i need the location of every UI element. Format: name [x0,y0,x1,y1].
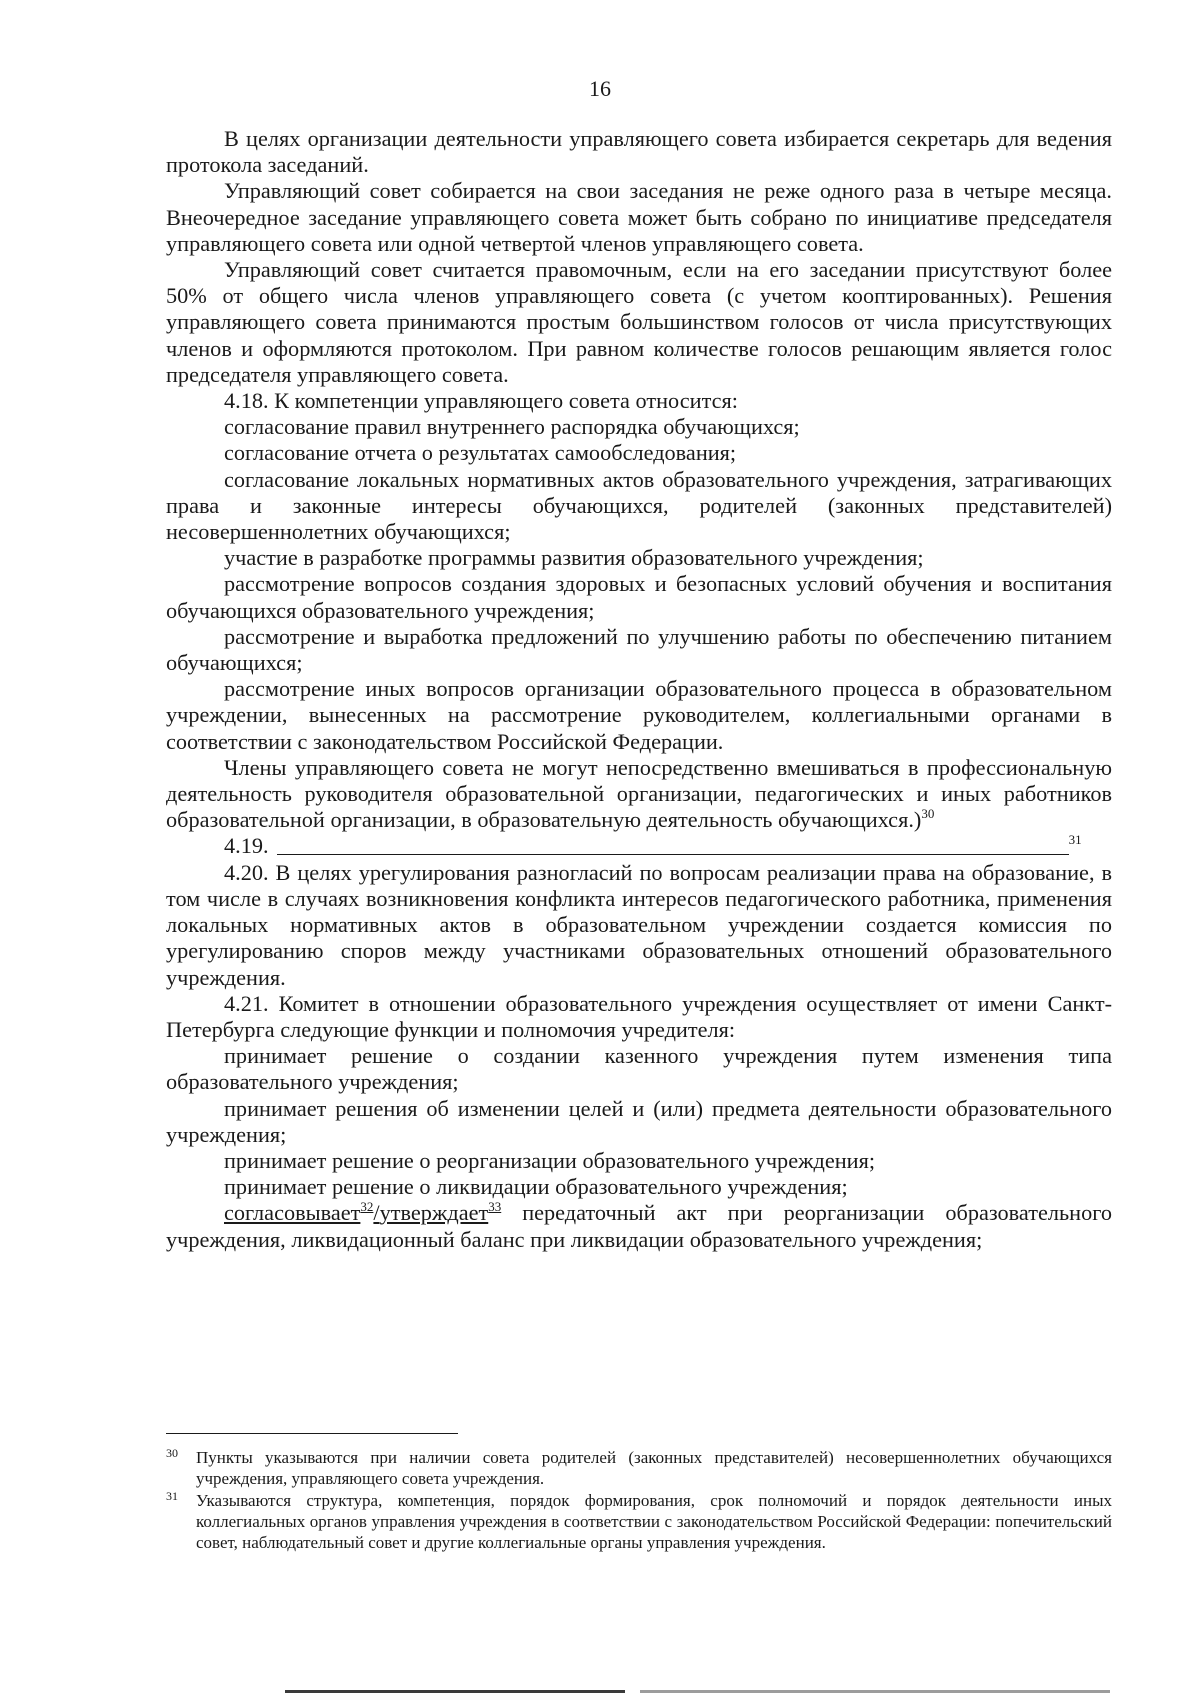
paragraph-last [166,1200,1112,1252]
footnote-ref-33[interactable]: 33 [488,1199,502,1215]
paragraph-text: Члены управляющего совета не могут непосредственно вмешиваться в профессиональную деятельность руководителя образовательной организации, педагогических и иных работников образовательной организации, в образовательную деятельность обучающихся.) [166,754,1112,833]
paragraph: принимает решение о реорганизации образовательного учреждения; [224,1147,876,1173]
footnote-number: 30 [166,1446,178,1460]
paragraph: рассмотрение и выработка предложений по улучшению работы по обеспечению питанием обучающихся; [166,623,1112,676]
paragraph: рассмотрение вопросов создания здоровых и безопасных условий обучения и воспитания обучающихся образовательного учреждения; [166,571,1112,623]
footnote-separator [166,1433,458,1434]
footnote-ref-30[interactable]: 30 [921,806,935,822]
paragraph: согласование отчета о результатах самообследования; [224,440,737,466]
footnotes [166,1447,1112,1554]
paragraph: 4.21. Комитет в отношении образовательного учреждения осуществляет от имени Санкт-Петербурга следующие функции и полномочия учредителя: [166,990,1112,1042]
footnote-ref-31[interactable]: 31 [1068,832,1082,848]
footnote-text: Пункты указываются при наличии совета родителей (законных представителей) несовершеннолетних обучающихся учреждения, управляющего совета учреждения. [196,1448,1112,1488]
item-4-19 [166,833,1112,859]
footnote-text: Указываются структура, компетенция, порядок формирования, срок полномочий и порядок деятельности иных коллегиальных органов управления учреждения в соответствии с законодательством Российской Федерации: попечительский совет, наблюдательный совет и другие коллегиальные органы управления учреждения. [196,1491,1112,1552]
scan-edge-artifact [285,1690,625,1693]
paragraph: Управляющий совет считается правомочным, если на его заседании присутствуют более 50% от общего числа членов управляющего совета (с учетом кооптированных). Решения управляющего совета принимаются простым большинством голосов от числа присутствующих членов и оформляются протоколом. При равном количестве голосов решающим является голос председателя управляющего совета. [166,257,1112,387]
paragraph: 4.20. В целях урегулирования разногласий по вопросам реализации права на образование, в том числе в случаях возникновения конфликта интересов педагогического работника, применения локальных нормативных актов в образовательном учреждении создается комиссия по урегулированию споров между участниками образовательных отношений образовательного учреждения. [166,859,1112,990]
underlined-word: утверждает [379,1200,489,1226]
paragraph: рассмотрение иных вопросов организации образовательного процесса в образовательном учреждении, вынесенных на рассмотрение руководителем, коллегиальными органами в соответствии с законодательством Российской Федерации. [166,676,1112,754]
paragraph: Управляющий совет собирается на свои заседания не реже одного раза в четыре месяца. Внеочередное заседание управляющего совета может быть собрано по инициативе председателя управляющего совета или одной четвертой членов управляющего совета. [166,178,1112,256]
footnote-number: 31 [166,1489,178,1503]
paragraph: 4.18. К компетенции управляющего совета относится: [224,388,738,414]
paragraph: согласование правил внутреннего распорядка обучающихся; [224,414,800,440]
paragraph: принимает решение о ликвидации образовательного учреждения; [224,1174,848,1200]
slash: / [373,1200,380,1226]
paragraph: участие в разработке программы развития образовательного учреждения; [224,545,924,571]
item-label: 4.19. [224,833,269,859]
document-body [166,126,1112,1253]
paragraph: В целях организации деятельности управляющего совета избирается секретарь для ведения протокола заседаний. [166,126,1112,178]
page-number: 16 [589,76,611,101]
blank-fill-line [277,834,1069,855]
paragraph-text: передаточный акт при реорганизации образовательного учреждения, ликвидационный баланс при ликвидации образовательного учреждения; [166,1200,1112,1252]
scan-edge-artifact [640,1690,1110,1693]
underlined-word: согласовывает [224,1200,361,1226]
footnote-ref-32[interactable]: 32 [360,1199,374,1215]
paragraph: согласование локальных нормативных актов образовательного учреждения, затрагивающих права и законные интересы обучающихся, родителей (законных представителей) несовершеннолетних обучающихся; [166,466,1112,545]
footnote [166,1447,1112,1489]
paragraph: принимает решение о создании казенного учреждения путем изменения типа образовательного учреждения; [166,1043,1112,1095]
footnote [166,1490,1112,1553]
paragraph-with-footnote [166,755,1112,834]
paragraph: принимает решения об изменении целей и (или) предмета деятельности образовательного учреждения; [166,1095,1112,1147]
